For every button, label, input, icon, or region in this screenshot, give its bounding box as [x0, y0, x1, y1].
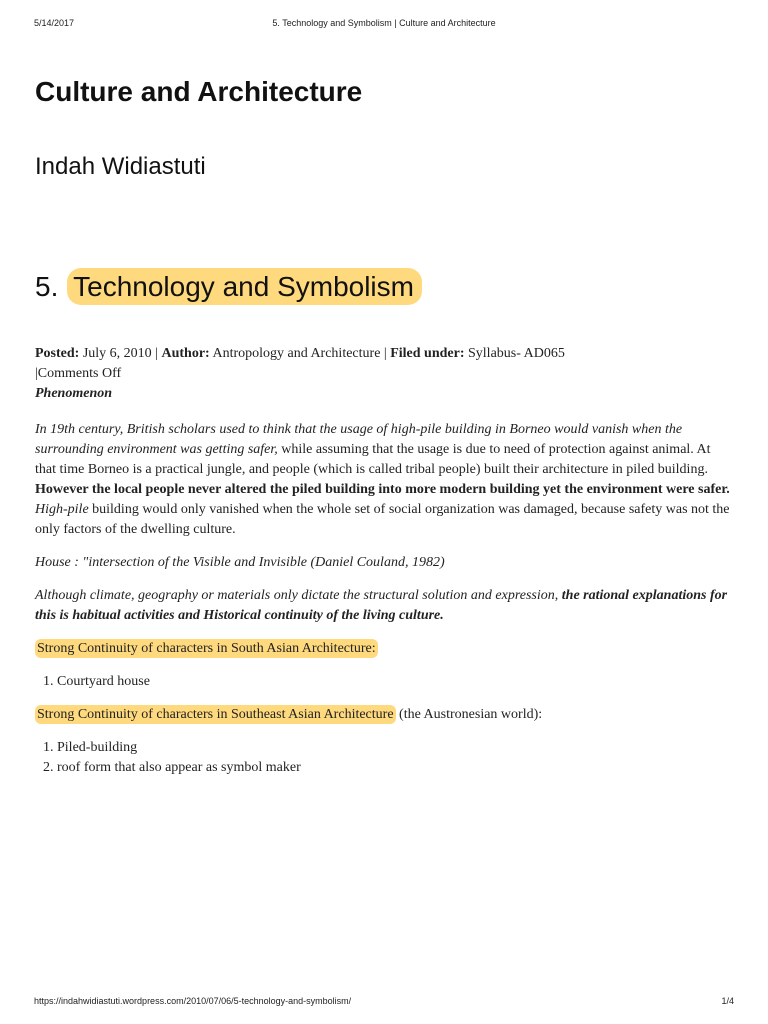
para-bold: However the local people never altered the piled building into more modern building yet the environment were safer. — [35, 482, 730, 497]
house-quote: House : "intersection of the Visible and Invisible (Daniel Couland, 1982) — [35, 555, 445, 570]
southeast-asian-heading: Strong Continuity of characters in Southeast Asian Architecture — [37, 707, 394, 722]
posted-label: Posted: — [35, 346, 80, 361]
print-date: 5/14/2017 — [34, 18, 75, 28]
post-title — [35, 264, 422, 310]
although-bold-italic: the rational explanations for this is habitual activities and Historical continuity of the living culture. — [35, 588, 728, 623]
page-number: 1/4 — [721, 996, 734, 1006]
post-content — [35, 344, 735, 778]
list-item: 1. Courtyard house — [57, 672, 735, 692]
southeast-asian-heading-line — [35, 705, 735, 725]
meta-separator: | — [383, 346, 387, 361]
although-italic: Although climate, geography or materials only dictate the structural solution and expression, — [35, 588, 559, 603]
southeast-asian-suffix: (the Austronesian world): — [395, 707, 543, 722]
category-link[interactable]: Syllabus- AD065 — [468, 346, 565, 361]
print-footer — [34, 996, 734, 1010]
para-italic: In 19th century, British scholars used to think that the usage of high-pile building in Borneo would vanish when the surrounding environment was getting safer, — [35, 422, 683, 457]
south-asian-heading: Strong Continuity of characters in South Asian Architecture: — [37, 641, 376, 656]
section-heading-phenomenon: Phenomenon — [35, 386, 113, 401]
list-item: 1. Piled-building — [57, 738, 735, 758]
southeast-asian-list — [35, 738, 735, 778]
posted-date: July 6, 2010 — [82, 346, 152, 361]
print-header — [34, 18, 734, 32]
paragraph-although — [35, 586, 735, 626]
para-italic-highpile: High-pile — [35, 502, 89, 517]
post-meta — [35, 344, 735, 384]
author-label: Author: — [161, 346, 210, 361]
post-number: 5. — [35, 271, 59, 302]
author-link[interactable]: Antropology and Architecture — [212, 346, 381, 361]
south-asian-heading-line — [35, 639, 735, 659]
paragraph-borneo — [35, 420, 735, 540]
post-title-text[interactable]: Technology and Symbolism — [67, 268, 422, 305]
print-page-title: 5. Technology and Symbolism | Culture and Architecture — [272, 18, 496, 28]
site-tagline: Indah Widiastuti — [35, 153, 206, 180]
meta-separator: | — [155, 346, 158, 361]
print-url: https://indahwidiastuti.wordpress.com/2010/07/06/5-technology-and-symbolism/ — [34, 996, 352, 1006]
list-item: 2. roof form that also appear as symbol maker — [57, 758, 735, 778]
site-title[interactable]: Culture and Architecture — [35, 76, 363, 107]
para-text-end: building would only vanished when the whole set of social organization was damaged, because safety was not the only factors of the dwelling culture. — [35, 502, 730, 537]
comments-status: |Comments Off — [35, 366, 122, 381]
para-text: while assuming that the usage is due to need of protection against animal. At that time Borneo is a practical jungle, and people (which is called tribal people) built their architecture in piled building. — [35, 442, 711, 477]
south-asian-list — [35, 672, 735, 692]
filed-label: Filed under: — [390, 346, 465, 361]
